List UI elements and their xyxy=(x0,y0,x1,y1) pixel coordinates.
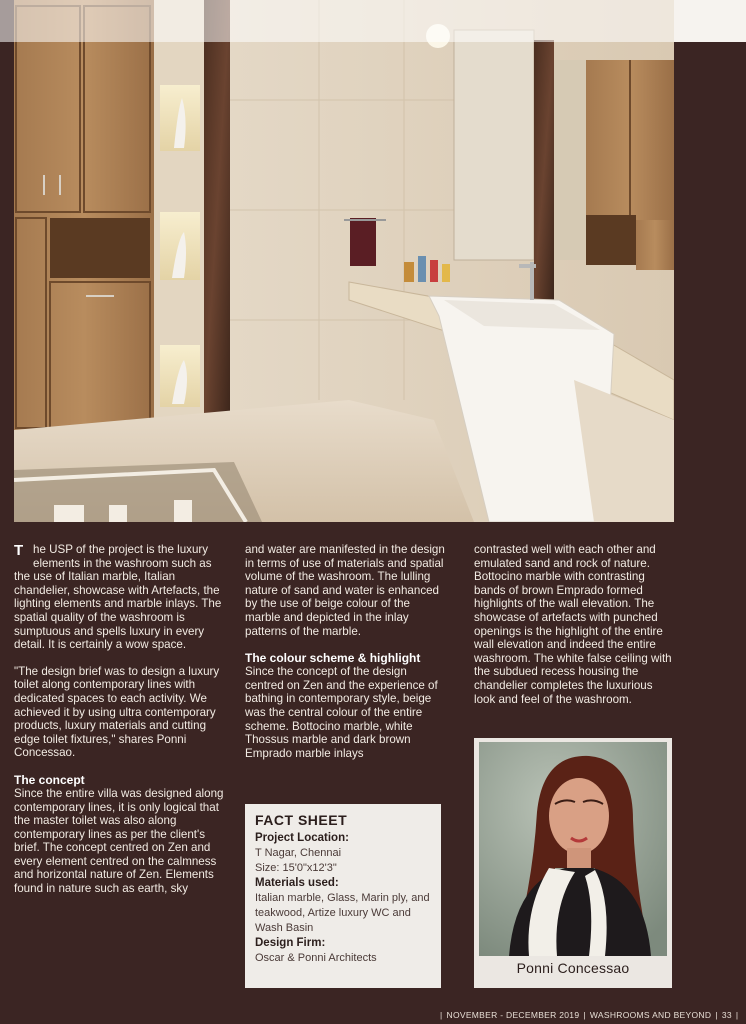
article-column-3 xyxy=(474,543,674,719)
footer-issue: NOVEMBER - DECEMBER 2019 xyxy=(446,1010,580,1020)
materials-label: Materials used: xyxy=(255,877,339,889)
materials-value: Italian marble, Glass, Marin ply, and teakwood, Artize luxury WC and Wash Basin xyxy=(255,892,430,934)
footer-separator: | xyxy=(583,1010,586,1020)
footer-separator: | xyxy=(440,1010,443,1020)
footer-separator: | xyxy=(715,1010,718,1020)
portrait-photo xyxy=(479,742,667,956)
page-footer xyxy=(438,1010,740,1020)
washroom-photo xyxy=(14,0,674,522)
portrait-caption: Ponni Concessao xyxy=(516,960,630,976)
footer-separator: | xyxy=(735,1010,739,1020)
header-corner xyxy=(674,0,746,42)
article-column-1 xyxy=(14,543,224,909)
concept-paragraph: Since the entire villa was designed along contemporary lines, it is only logical that the master toilet was also along contemporary lines as per the client's brief. The concept centred on Zen and every element centred on the calmness and horizontal nature of Zen. Elements found in nature such as earth, sky xyxy=(14,786,224,896)
fact-sheet-title: FACT SHEET xyxy=(255,812,348,828)
article-column-2 xyxy=(245,543,445,773)
header-light-band xyxy=(0,0,746,42)
project-location-value: T Nagar, Chennai xyxy=(255,847,342,859)
fact-sheet xyxy=(245,804,441,988)
quote-paragraph: "The design brief was to design a luxury toilet along contemporary lines with dedicated spaces to each activity. We achieved it by using ultra contemporary products, luxury materials and cutting edge toilet fixtures," shares Ponni Concessao. xyxy=(14,664,220,760)
project-size: Size: 15'0"x12'3" xyxy=(255,862,337,874)
colour-paragraph: Since the concept of the design centred on Zen and the experience of bathing in contemporary style, beige was the central colour of the entire scheme. Bottocino marble, white Thossus marble and dark brown Emprado marble inlays xyxy=(245,665,438,760)
drop-cap: T xyxy=(14,542,24,559)
project-location-label: Project Location: xyxy=(255,832,349,844)
intro-text: he USP of the project is the luxury elements in the washroom such as the use of Italian marble, Italian chandelier, showcase with Artefacts, the lighting elements and marble inlays. The spatial quality of the washroom is sumptuous and spells luxury in every detail. It is certainly a wow space. xyxy=(14,543,222,652)
architect-portrait xyxy=(474,738,672,988)
footer-page-number: 33 xyxy=(721,1010,732,1020)
highlight-paragraph: contrasted well with each other and emulated sand and rock of nature. Bottocino marble with contrasting bands of brown Emprado formed highlights of the wall elevation. The showcase of artefacts with punched openings is the highlight of the entire wall elevation and indeed the entire washroom. The white false ceiling with the subdued recess housing the chandelier completes the luxurious look and feel of the washroom. xyxy=(474,543,672,706)
design-firm-value: Oscar & Ponni Architects xyxy=(255,952,377,964)
heading-concept: The concept xyxy=(14,772,85,787)
design-firm-label: Design Firm: xyxy=(255,937,326,949)
heading-colour-scheme: The colour scheme & highlight xyxy=(245,651,421,666)
design-paragraph: and water are manifested in the design in terms of use of materials and spatial volume of the washroom. The lulling nature of sand and water is enhanced by the use of beige colour of the marble and depicted in the inlay patterns of the marble. xyxy=(245,543,445,638)
footer-magazine: WASHROOMS AND BEYOND xyxy=(589,1010,712,1020)
intro-paragraph xyxy=(14,543,224,652)
